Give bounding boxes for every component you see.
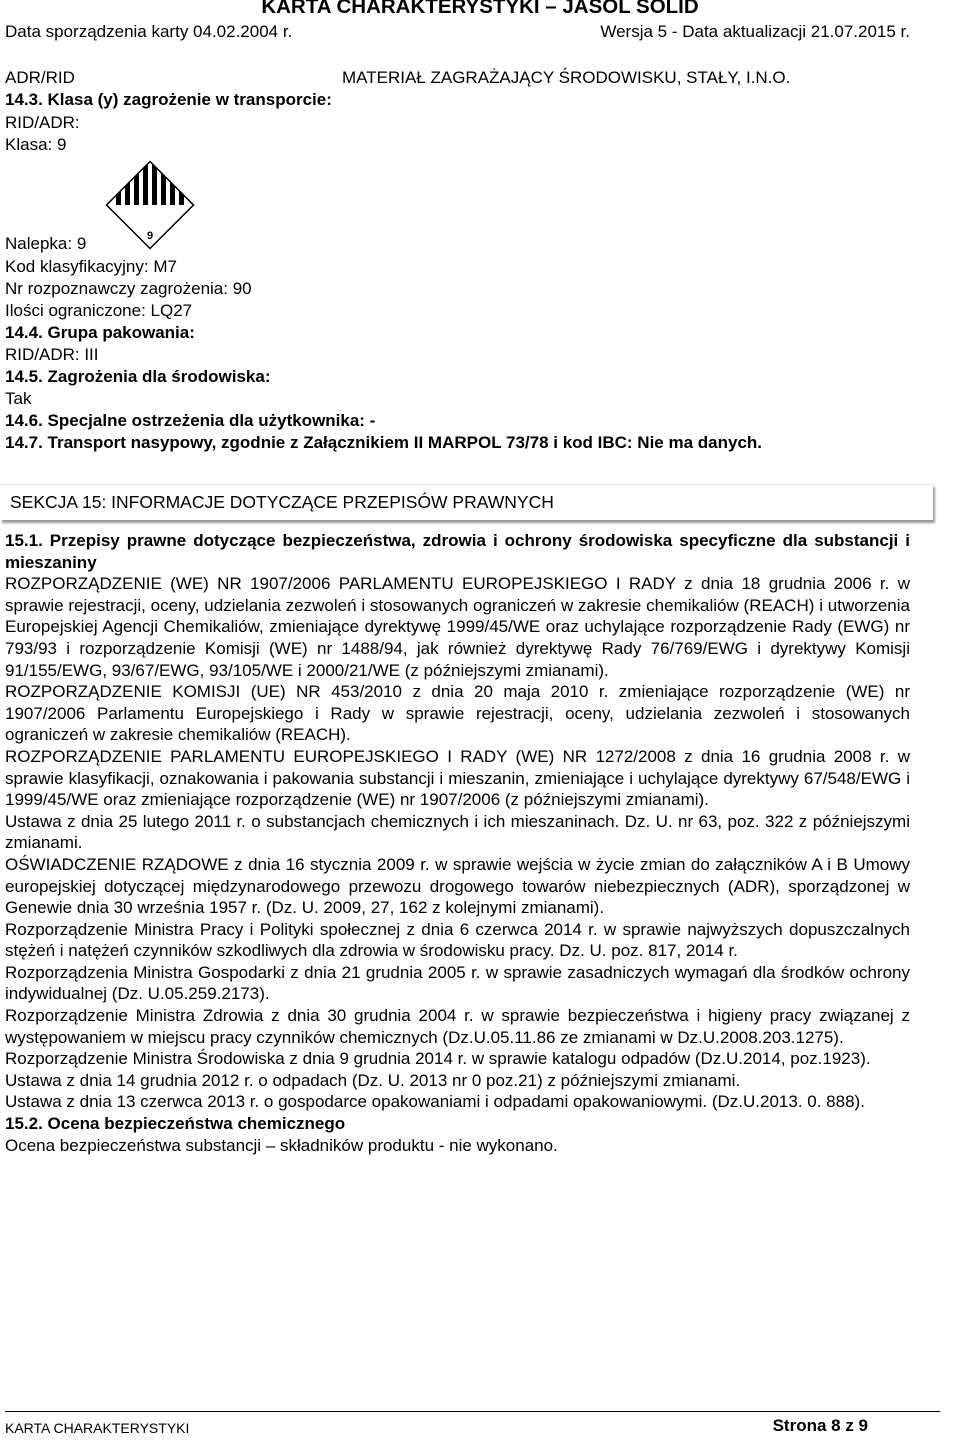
hazard-id-number: Nr rozpoznawczy zagrożenia: 90	[5, 279, 252, 298]
section-15-title: SEKCJA 15: INFORMACJE DOTYCZĄCE PRZEPISÓW PRAWNYCH	[10, 492, 554, 512]
regulation-paragraph: Rozporządzenia Ministra Gospodarki z dnia 21 grudnia 2005 r. w sprawie zasadniczych wymagań dla środków ochrony indywidualnej (Dz. U.05.259.2173).	[5, 962, 910, 1004]
regulation-paragraph: Ustawa z dnia 14 grudnia 2012 r. o odpadach (Dz. U. 2013 nr 0 poz.21) z późniejszymi zmianami.	[5, 1070, 741, 1090]
adr-rid-label: ADR/RID	[5, 68, 75, 87]
version-info: Wersja 5 - Data aktualizacji 21.07.2015 r.	[600, 22, 910, 41]
regulation-paragraph: ROZPORZĄDZENIE PARLAMENTU EUROPEJSKIEGO I RADY (WE) NR 1272/2008 z dnia 16 grudnia 2008 r. w sprawie klasyfikacji, oznakowania i pakowania substancji i mieszanin, zmieniające i uchylające dyrektywy 67/548/EWG i 1999/45/WE oraz zmieniające rozporządzenie (WE) nr 1907/2006 (z późniejszymi zmianami).	[5, 746, 910, 810]
classification-code: Kod klasyfikacyjny: M7	[5, 257, 177, 276]
regulation-paragraph: Rozporządzenie Ministra Zdrowia z dnia 30 grudnia 2004 r. w sprawie bezpieczeństwa i higieny pracy związanej z występowaniem w miejscu pracy czynników chemicznych (Dz.U.05.11.86 ze zmianami w Dz.U.2008.203.1275).	[5, 1006, 910, 1047]
adr-rid-row	[5, 68, 910, 88]
footer-divider	[5, 1411, 940, 1412]
packing-group: RID/ADR: III	[5, 345, 99, 364]
regulation-paragraph: Ustawa z dnia 25 lutego 2011 r. o substancjach chemicznych i ich mieszaninach. Dz. U. nr 63, poz. 322 z późniejszymi zmianami.	[5, 811, 910, 853]
creation-date: Data sporządzenia karty 04.02.2004 r.	[5, 22, 293, 41]
class-9-hazard-label-icon	[105, 160, 195, 250]
regulation-paragraph: Rozporządzenie Ministra Środowiska z dnia 9 grudnia 2014 r. w sprawie katalogu odpadów (Dz.U.2014, poz.1923).	[5, 1049, 871, 1069]
hazard-class: Klasa: 9	[5, 135, 67, 154]
regulation-paragraph: ROZPORZĄDZENIE KOMISJI (UE) NR 453/2010 z dnia 20 maja 2010 r. zmieniające rozporządzenie (WE) nr 1907/2006 Parlamentu Europejskiego i Rady w sprawie rejestracji, oceny, udzielania zezwoleń i stosowanych ograniczeń w zakresie chemikaliów (REACH).	[5, 682, 910, 745]
heading-14-4: 14.4. Grupa pakowania:	[5, 323, 195, 342]
nalepka: Nalepka: 9	[5, 234, 87, 253]
document-meta	[5, 22, 910, 42]
section-15-body	[5, 530, 910, 1156]
limited-quantities: Ilości ograniczone: LQ27	[5, 301, 193, 320]
regulation-paragraph: Ustawa z dnia 13 czerwca 2013 r. o gospodarce opakowaniami i odpadami opakowaniowymi. (Dz.U.2013. 0. 888).	[5, 1092, 865, 1112]
heading-14-6: 14.6. Specjalne ostrzeżenia dla użytkownika: -	[5, 411, 376, 430]
page-number: Strona 8 z 9	[772, 1416, 868, 1435]
heading-15-2: 15.2. Ocena bezpieczeństwa chemicznego	[5, 1114, 346, 1134]
hazard-label-number: 9	[146, 230, 154, 242]
heading-14-7: 14.7. Transport nasypowy, zgodnie z Załącznikiem II MARPOL 73/78 i kod IBC: Nie ma danych.	[5, 433, 763, 452]
regulation-paragraph: Rozporządzenie Ministra Pracy i Polityki społecznej z dnia 6 czerwca 2014 r. w sprawie najwyższych dopuszczalnych stężeń i natężeń czynników szkodliwych dla zdrowia w środowisku pracy. Dz. U. poz. 817, 2014 r.	[5, 919, 910, 961]
section-15-header	[0, 484, 933, 520]
environmental-hazard-value: Tak	[5, 389, 32, 408]
document-title: KARTA CHARAKTERYSTYKI – JASOL SOLID	[261, 0, 699, 18]
heading-15-1: 15.1. Przepisy prawne dotyczące bezpieczeństwa, zdrowia i ochrony środowiska specyficzne dla substancji i mieszaniny	[5, 531, 910, 572]
proper-shipping-name: MATERIAŁ ZAGRAŻAJĄCY ŚRODOWISKU, STAŁY, I.N.O.	[342, 68, 791, 87]
regulation-paragraph: OŚWIADCZENIE RZĄDOWE z dnia 16 stycznia 2009 r. w sprawie wejścia w życie zmian do załączników A i B Umowy europejskiej dotyczącej międzynarodowego przewozu drogowego towarów niebezpiecznych (ADR), sporządzonej w Genewie dnia 30 września 1957 r. (Dz. U. 2009, 27, 162 z kolejnymi zmianami).	[5, 854, 910, 918]
heading-14-3: 14.3. Klasa (y) zagrożenie w transporcie:	[5, 90, 332, 109]
heading-14-5: 14.5. Zagrożenia dla środowiska:	[5, 367, 271, 386]
rid-adr-label: RID/ADR:	[5, 113, 80, 132]
chemical-safety-assessment: Ocena bezpieczeństwa substancji – składników produktu - nie wykonano.	[5, 1135, 558, 1155]
regulation-paragraph: ROZPORZĄDZENIE (WE) NR 1907/2006 PARLAMENTU EUROPEJSKIEGO I RADY z dnia 18 grudnia 2006 r. w sprawie rejestracji, oceny, udzielania zezwoleń i stosowanych ograniczeń w zakresie chemikaliów (REACH) i utworzenia Europejskiej Agencji Chemikaliów, zmieniające dyrektywę 1999/45/WE oraz uchylające rozporządzenie Rady (EWG) nr 793/93 i rozporządzenie Komisji (WE) nr 1488/94, jak również dyrektywę Rady 76/769/EWG i dyrektywy Komisji 91/155/EWG, 93/67/EWG, 93/105/WE i 2000/21/WE (z późniejszymi zmianami).	[5, 574, 910, 680]
footer-document-name: KARTA CHARAKTERYSTYKI	[5, 1420, 190, 1436]
